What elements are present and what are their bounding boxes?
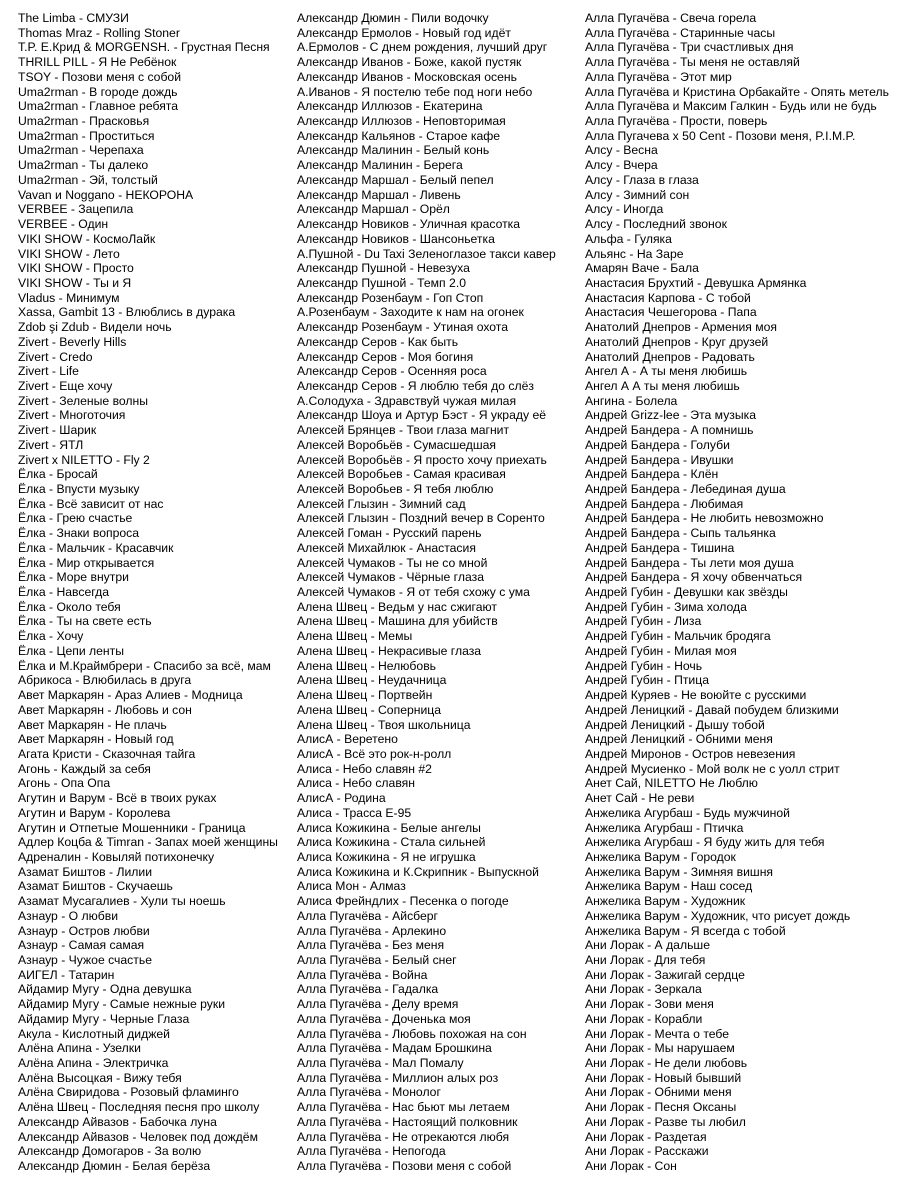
song-entry: Ёлка и М.Краймбрери - Спасибо за всё, мам <box>18 658 271 673</box>
song-entry: Алла Пугачёва - Миллион алых роз <box>297 1070 499 1085</box>
song-entry: Акула - Кислотный диджей <box>18 1026 170 1041</box>
song-entry: Андрей Бандера - Голуби <box>585 437 730 452</box>
song-entry: Андрей Бандера - А помнишь <box>585 423 754 438</box>
song-entry: Альфа - Гуляка <box>585 231 672 246</box>
song-entry: Zivert - Life <box>18 364 79 379</box>
song-entry: Алиса Фрейндлих - Песенка о погоде <box>297 894 509 909</box>
song-entry: Анастасия Брухтий - Девушка Армянка <box>585 275 807 290</box>
song-entry: THRILL PILL - Я Не Ребёнок <box>18 55 177 70</box>
song-entry: Айдамир Мугу - Одна девушка <box>18 982 192 997</box>
song-entry: Александр Шоуа и Артур Бэст - Я украду её <box>297 408 547 423</box>
song-entry: Алёна Апина - Узелки <box>18 1041 141 1056</box>
song-entry: Андрей Губин - Лиза <box>585 614 702 629</box>
song-entry: Александр Маршал - Ливень <box>297 187 461 202</box>
song-entry: Zivert x NILETTO - Fly 2 <box>18 452 150 467</box>
song-entry: Zivert - Зеленые волны <box>18 393 149 408</box>
song-entry: Анет Сай - Не реви <box>585 791 695 806</box>
song-entry: Алсу - Иногда <box>585 202 664 217</box>
song-entry: Алла Пугачёва - Мал Помалу <box>297 1056 464 1071</box>
song-entry: Алена Швец - Некрасивые глаза <box>297 643 482 658</box>
song-entry: Ани Лорак - Новый бывший <box>585 1070 742 1085</box>
song-entry: Uma2rman - Главное ребята <box>18 99 179 114</box>
song-entry: Анатолий Днепров - Армения моя <box>585 320 778 335</box>
song-entry: Ёлка - Ты на свете есть <box>18 614 152 629</box>
song-entry: Агутин и Варум - Всё в твоих руках <box>18 791 217 806</box>
song-entry: Александр Пушной - Темп 2.0 <box>297 275 466 290</box>
song-entry: Алла Пугачёва и Максим Галкин - Будь или не будь <box>585 99 877 114</box>
song-entry: Алексей Чумаков - Ты не со мной <box>297 555 488 570</box>
song-entry: А.Ермолов - С днем рождения, лучший друг <box>297 40 548 55</box>
song-entry: Александр Кальянов - Старое кафе <box>297 128 501 143</box>
song-entry: Xassa, Gambit 13 - Влюблись в дурака <box>18 305 236 320</box>
song-entry: Алиса Кожикина и К.Скрипник - Выпускной <box>297 864 539 879</box>
song-entry: Александр Серов - Как быть <box>297 334 459 349</box>
song-entry: Агутин и Варум - Королева <box>18 805 171 820</box>
song-entry: Анатолий Днепров - Радовать <box>585 349 755 364</box>
song-entry: VIKI SHOW - Лето <box>18 246 120 261</box>
song-entry: Ани Лорак - Мечта о тебе <box>585 1026 730 1041</box>
song-entry: Алла Пугачёва - Не отрекаются любя <box>297 1129 510 1144</box>
song-entry: Thomas Mraz - Rolling Stoner <box>18 25 180 40</box>
song-entry: Авет Маркарян - Араз Алиев - Модница <box>18 688 243 703</box>
song-entry: Анжелика Агурбаш - Я буду жить для тебя <box>585 835 825 850</box>
song-entry: Zivert - ЯТЛ <box>18 437 84 452</box>
song-entry: Алексей Глызин - Поздний вечер в Соренто <box>297 511 545 526</box>
song-entry: Ёлка - Хочу <box>18 629 84 644</box>
song-entry: Алексей Чумаков - Я от тебя схожу с ума <box>297 585 530 600</box>
song-entry: Ёлка - Море внутри <box>18 570 129 585</box>
song-entry: Александр Иллюзов - Екатерина <box>297 99 483 114</box>
song-entry: Андрей Мусиенко - Мой волк не с уолл стрит <box>585 761 840 776</box>
song-entry: Андрей Бандера - Ты лети моя душа <box>585 555 794 570</box>
song-entry: Алексей Воробьёв - Сумасшедшая <box>297 437 496 452</box>
song-entry: Агата Кристи - Сказочная тайга <box>18 746 196 761</box>
song-entry: Алла Пугачёва - Настоящий полковник <box>297 1114 518 1129</box>
song-entry: Андрей Бандера - Ивушки <box>585 452 734 467</box>
song-entry: Uma2rman - Прасковья <box>18 114 150 129</box>
song-entry: Ани Лорак - Зеркала <box>585 982 702 997</box>
song-entry: Авет Маркарян - Любовь и сон <box>18 702 192 717</box>
song-entry: Абрикоса - Влюбилась в друга <box>18 673 192 688</box>
song-entry: Александр Иллюзов - Неповторимая <box>297 114 506 129</box>
song-entry: Алла Пугачёва и Кристина Орбакайте - Опять метель <box>585 84 889 99</box>
song-entry: Алсу - Глаза в глаза <box>585 172 699 187</box>
song-entry: Алла Пугачёва - Прости, поверь <box>585 114 768 129</box>
song-entry: Vladus - Минимум <box>18 290 120 305</box>
song-entry: Анжелика Варум - Художник, что рисует дождь <box>585 908 851 923</box>
song-entry: АлисА - Всё это рок-н-ролл <box>297 746 452 761</box>
song-entry: Uma2rman - В городе дождь <box>18 84 178 99</box>
song-entry: Альянс - На Заре <box>585 246 684 261</box>
song-entry: Алексей Брянцев - Твои глаза магнит <box>297 423 510 438</box>
song-entry: Анатолий Днепров - Круг друзей <box>585 334 769 349</box>
song-entry: Ани Лорак - Зови меня <box>585 997 714 1012</box>
song-entry: Айдамир Мугу - Самые нежные руки <box>18 997 226 1012</box>
song-entry: Алёна Швец - Последняя песня про школу <box>18 1100 260 1115</box>
song-entry: Азнаур - Чужое счастье <box>18 953 152 967</box>
song-entry: Zivert - Многоточия <box>18 408 126 423</box>
song-entry: Ёлка - Мир открывается <box>18 555 155 570</box>
song-entry: Ани Лорак - Разве ты любил <box>585 1114 746 1129</box>
song-entry: Ёлка - Бросай <box>18 467 98 482</box>
song-entry: Алексей Воробьёв - Я просто хочу приехать <box>297 452 547 467</box>
song-entry: Амарян Ваче - Бала <box>585 261 699 276</box>
song-entry: Азамат Мусагалиев - Хули ты ноешь <box>18 894 226 909</box>
song-entry: VIKI SHOW - Просто <box>18 261 134 276</box>
song-entry: Александр Иванов - Московская осень <box>297 69 517 84</box>
song-entry: Алёна Свиридова - Розовый фламинго <box>18 1085 239 1100</box>
song-entry: Андрей Губин - Мальчик бродяга <box>585 629 771 644</box>
song-entry: А.Солодуха - Здравствуй чужая милая <box>297 393 517 408</box>
song-entry: The Limba - СМУЗИ <box>18 11 129 25</box>
song-entry: Андрей Леницкий - Давай побудем близкими <box>585 702 839 717</box>
song-entry: Адреналин - Ковыляй потихонечку <box>18 849 215 864</box>
song-entry: Анжелика Варум - Городок <box>585 849 736 864</box>
song-entry: Андрей Бандера - Тишина <box>585 540 735 555</box>
song-entry: Андрей Бандера - Сыпь тальянка <box>585 526 776 541</box>
song-entry: Ёлка - Цепи ленты <box>18 643 125 658</box>
song-entry: Андрей Губин - Зима холода <box>585 599 747 614</box>
song-entry: Андрей Леницкий - Дышу тобой <box>585 717 765 732</box>
song-entry: Ани Лорак - Песня Оксаны <box>585 1100 737 1115</box>
song-entry: Uma2rman - Проститься <box>18 128 155 143</box>
song-entry: Александр Розенбаум - Гоп Стоп <box>297 290 484 305</box>
song-entry: Алексей Гоман - Русский парень <box>297 526 482 541</box>
song-entry: Андрей Губин - Ночь <box>585 658 703 673</box>
song-entry: Андрей Бандера - Лебединая душа <box>585 482 786 496</box>
song-entry: А.Иванов - Я постелю тебе под ноги небо <box>297 84 533 99</box>
song-entry: Александр Малинин - Белый конь <box>297 143 490 158</box>
song-entry: Алла Пугачёва - Делу время <box>297 997 459 1012</box>
song-entry: Ани Лорак - Расскажи <box>585 1144 709 1159</box>
song-entry: Алена Швец - Твоя школьница <box>297 717 471 732</box>
song-entry: Анжелика Агурбаш - Птичка <box>585 820 744 835</box>
song-entry: Алла Пугачёва - Арлекино <box>297 923 447 938</box>
song-entry: Азнаур - Остров любви <box>18 923 150 938</box>
song-entry: Александр Домогаров - За волю <box>18 1144 202 1159</box>
song-entry: АИГЕЛ - Татарин <box>18 967 115 982</box>
song-entry: Ёлка - Мальчик - Красавчик <box>18 540 174 555</box>
song-entry: Айдамир Мугу - Черные Глаза <box>18 1011 190 1026</box>
song-entry: Александр Иванов - Боже, какой пустяк <box>297 55 522 70</box>
song-entry: Алла Пугачёва - Позови меня с собой <box>297 1159 512 1174</box>
song-entry: Ёлка - Грею счастье <box>18 511 133 526</box>
song-entry: Алексей Воробьев - Я тебя люблю <box>297 482 494 496</box>
song-entry: Александр Малинин - Берега <box>297 158 463 173</box>
song-entry: Ани Лорак - Раздетая <box>585 1129 707 1144</box>
song-entry: Ёлка - Всё зависит от нас <box>18 496 164 511</box>
song-entry: Анжелика Варум - Я всегда с тобой <box>585 923 786 938</box>
song-entry: VERBEE - Зацепила <box>18 202 134 217</box>
song-entry: Андрей Леницкий - Обними меня <box>585 732 773 747</box>
song-entry: Ангина - Болела <box>585 393 678 408</box>
song-entry: Алсу - Вчера <box>585 158 658 173</box>
song-entry: Алена Швец - Неудачница <box>297 673 447 688</box>
song-entry: Александр Розенбаум - Утиная охота <box>297 320 509 335</box>
song-entry: Алексей Глызин - Зимний сад <box>297 496 466 511</box>
song-entry: Ани Лорак - Зажигай сердце <box>585 967 745 982</box>
song-entry: Азамат Биштов - Лилии <box>18 864 152 879</box>
song-entry: Алёна Апина - Электричка <box>18 1056 169 1071</box>
song-entry: Алиса Мон - Алмаз <box>297 879 406 894</box>
song-entry: АлисА - Веретено <box>297 732 398 747</box>
song-entry: Алла Пугачёва - Любовь похожая на сон <box>297 1026 527 1041</box>
song-entry: Алла Пугачёва - Монолог <box>297 1085 441 1100</box>
song-entry: Ани Лорак - Не дели любовь <box>585 1056 748 1071</box>
song-entry: Александр Айвазов - Бабочка луна <box>18 1114 217 1129</box>
song-entry: Алексей Воробьев - Самая красивая <box>297 467 506 482</box>
song-entry: Ани Лорак - Для тебя <box>585 953 706 967</box>
song-entry: Ёлка - Знаки вопроса <box>18 526 139 541</box>
song-entry: Алсу - Последний звонок <box>585 217 727 232</box>
song-entry: Алена Швец - Соперница <box>297 702 442 717</box>
song-entry: Авет Маркарян - Не плачь <box>18 717 167 732</box>
song-entry: Алиса Кожикина - Белые ангелы <box>297 820 481 835</box>
song-entry: Анастасия Карпова - С тобой <box>585 290 751 305</box>
song-entry: VERBEE - Один <box>18 217 109 232</box>
song-entry: Александр Серов - Осенняя роса <box>297 364 487 379</box>
song-entry: Ёлка - Впусти музыку <box>18 482 140 496</box>
song-entry: Андрей Губин - Милая моя <box>585 643 737 658</box>
song-entry: Анжелика Варум - Художник <box>585 894 746 909</box>
song-entry: Алена Швец - Мемы <box>297 629 413 644</box>
song-entry: Ёлка - Около тебя <box>18 599 121 614</box>
song-entry: Агонь - Опа Опа <box>18 776 111 791</box>
song-entry: Алла Пугачёва - Белый снег <box>297 953 457 967</box>
song-entry: Алена Швец - Нелюбовь <box>297 658 437 673</box>
song-entry: Алла Пугачёва - Мадам Брошкина <box>297 1041 492 1056</box>
song-entry: Алла Пугачёва - Этот мир <box>585 69 732 84</box>
song-entry: Алла Пугачёва - Без меня <box>297 938 445 953</box>
song-entry: Zivert - Шарик <box>18 423 97 438</box>
song-entry: Алла Пугачёва - Непогода <box>297 1144 446 1159</box>
song-entry: Алиса Кожикина - Стала сильней <box>297 835 486 850</box>
song-entry: Ани Лорак - Обними меня <box>585 1085 732 1100</box>
song-entry: Алиса Кожикина - Я не игрушка <box>297 849 476 864</box>
song-entry: Uma2rman - Ты далеко <box>18 158 149 173</box>
song-column-2 <box>297 11 579 1174</box>
song-entry: Zivert - Beverly Hills <box>18 334 127 349</box>
song-entry: Александр Новиков - Шансоньетка <box>297 231 495 246</box>
song-entry: Авет Маркарян - Новый год <box>18 732 174 747</box>
song-entry: Алла Пугачёва - Айсберг <box>297 908 439 923</box>
song-entry: Ани Лорак - Корабли <box>585 1011 703 1026</box>
song-entry: Алсу - Зимний сон <box>585 187 690 202</box>
song-entry: Ани Лорак - Сон <box>585 1159 677 1174</box>
song-entry: Александр Дюмин - Пили водочку <box>297 11 489 25</box>
song-entry: Александр Серов - Моя богиня <box>297 349 474 364</box>
song-entry: Анжелика Варум - Наш сосед <box>585 879 753 894</box>
song-entry: Азнаур - Самая самая <box>18 938 145 953</box>
song-entry: Анжелика Варум - Зимняя вишня <box>585 864 774 879</box>
song-entry: Vavan и Noggano - НЕКОРОНА <box>18 187 194 202</box>
song-entry: Алла Пугачёва - Ты меня не оставляй <box>585 55 800 70</box>
song-entry: Алексей Михайлюк - Анастасия <box>297 540 476 555</box>
song-entry: АлисА - Родина <box>297 791 386 806</box>
song-entry: Агонь - Каждый за себя <box>18 761 151 776</box>
song-entry: Андрей Grizz-lee - Эта музыка <box>585 408 757 423</box>
song-entry: Ангел А - А ты меня любишь <box>585 364 748 379</box>
song-entry: Ёлка - Навсегда <box>18 585 110 600</box>
song-entry: Алена Швец - Портвейн <box>297 688 433 703</box>
song-entry: Александр Новиков - Уличная красотка <box>297 217 521 232</box>
song-entry: Андрей Миронов - Остров невезения <box>585 746 796 761</box>
song-entry: Zdob şi Zdub - Видели ночь <box>18 320 172 335</box>
song-entry: Андрей Губин - Птица <box>585 673 709 688</box>
song-entry: Алла Пугачёва - Гадалка <box>297 982 439 997</box>
song-entry: Александр Пушной - Невезуха <box>297 261 470 276</box>
song-entry: Анет Сай, NILETTO Не Люблю <box>585 776 758 791</box>
song-entry: VIKI SHOW - КосмоЛайк <box>18 231 156 246</box>
song-entry: А.Розенбаум - Заходите к нам на огонек <box>297 305 524 320</box>
song-entry: Александр Айвазов - Человек под дождём <box>18 1129 258 1144</box>
song-entry: Андрей Бандера - Любимая <box>585 496 744 511</box>
song-entry: Uma2rman - Эй, толстый <box>18 172 158 187</box>
song-entry: Алена Швец - Машина для убийств <box>297 614 498 629</box>
song-entry: Андрей Бандера - Клён <box>585 467 719 482</box>
song-entry: Андрей Бандера - Я хочу обвенчаться <box>585 570 803 585</box>
song-entry: Адлер Коцба & Timran - Запах моей женщины <box>18 835 278 850</box>
song-entry: Анжелика Агурбаш - Будь мужчиной <box>585 805 790 820</box>
song-entry: Алёна Высоцкая - Вижу тебя <box>18 1070 182 1085</box>
song-entry: Алла Пугачёва - Три счастливых дня <box>585 40 794 55</box>
song-entry: Алла Пугачёва - Война <box>297 967 428 982</box>
song-entry: Александр Дюмин - Белая берёза <box>18 1159 211 1174</box>
song-entry: Ани Лорак - Мы нарушаем <box>585 1041 735 1056</box>
song-entry: TSOY - Позови меня с собой <box>18 69 182 84</box>
song-entry: Алиса - Трасса Е-95 <box>297 805 412 820</box>
song-entry: Алла Пугачёва - Нас бьют мы летаем <box>297 1100 510 1115</box>
song-entry: Ани Лорак - А дальше <box>585 938 710 953</box>
song-entry: Алиса - Небо славян #2 <box>297 761 432 776</box>
song-entry: Андрей Губин - Девушки как звёзды <box>585 585 788 600</box>
song-entry: VIKI SHOW - Ты и Я <box>18 275 132 290</box>
song-entry: Андрей Бандера - Не любить невозможно <box>585 511 824 526</box>
song-entry: Алла Пугачёва - Старинные часы <box>585 25 776 40</box>
song-entry: Александр Серов - Я люблю тебя до слёз <box>297 378 534 393</box>
song-entry: Zivert - Еще хочу <box>18 378 113 393</box>
song-entry: А.Пушной - Du Taxi Зеленоглазое такси кавер <box>297 246 556 261</box>
song-entry: Александр Маршал - Белый пепел <box>297 172 494 187</box>
song-column-3 <box>585 11 897 1174</box>
song-entry: Алсу - Весна <box>585 143 658 158</box>
song-entry: Алла Пугачёва - Свеча горела <box>585 11 757 25</box>
song-entry: Алексей Чумаков - Чёрные глаза <box>297 570 484 585</box>
song-entry: Алла Пугачева x 50 Cent - Позови меня, P.I.M.P. <box>585 128 856 143</box>
song-entry: T.P. E.Крид & MORGENSH. - Грустная Песня <box>18 40 270 55</box>
song-entry: Zivert - Credo <box>18 349 93 364</box>
song-entry: Алена Швец - Ведьм у нас сжигают <box>297 599 497 614</box>
song-entry: Андрей Куряев - Не воюйте с русскими <box>585 688 807 703</box>
song-entry: Александр Ермолов - Новый год идёт <box>297 25 511 40</box>
song-entry: Азнаур - О любви <box>18 908 119 923</box>
song-column-1 <box>18 11 286 1174</box>
song-entry: Алиса - Небо славян <box>297 776 415 791</box>
song-entry: Ангел А А ты меня любишь <box>585 378 740 393</box>
song-entry: Александр Маршал - Орёл <box>297 202 450 217</box>
song-entry: Азамат Биштов - Скучаешь <box>18 879 173 894</box>
song-entry: Алла Пугачёва - Доченька моя <box>297 1011 471 1026</box>
song-entry: Uma2rman - Черепаха <box>18 143 144 158</box>
song-entry: Агутин и Отпетые Мошенники - Граница <box>18 820 246 835</box>
song-entry: Анастасия Чешегорова - Папа <box>585 305 757 320</box>
